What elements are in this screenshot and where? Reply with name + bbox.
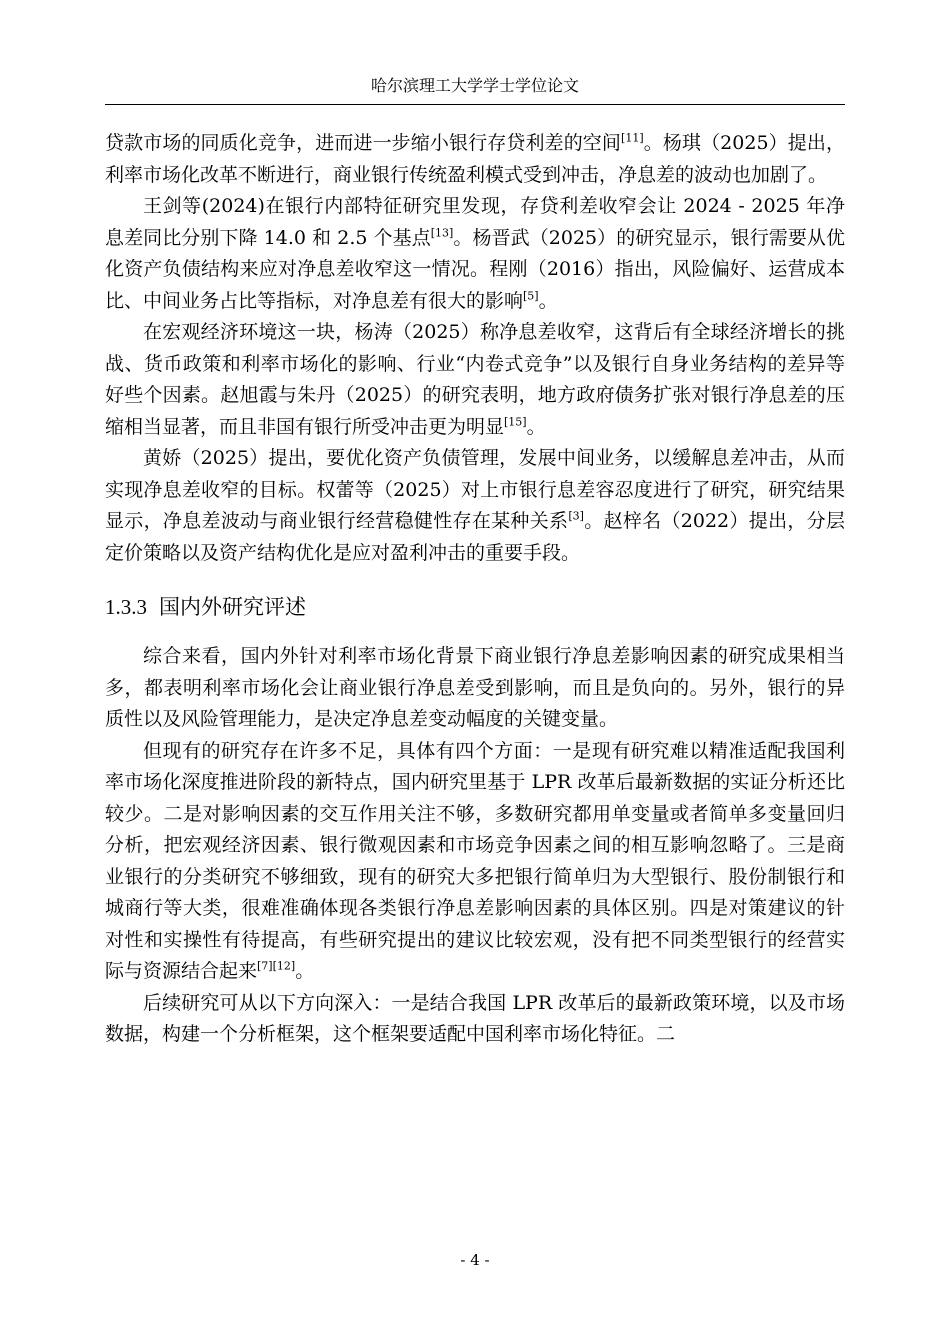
paragraph-5: 综合来看，国内外针对利率市场化背景下商业银行净息差影响因素的研究成果相当多，都表明利率市场化会让商业银行净息差受到影响，而且是负向的。另外，银行的异质性以及风险管理能力，是决定净息差变动幅度的关键变量。 [105, 645, 845, 730]
page-number: - 4 - [460, 1251, 490, 1269]
paragraph-1: 贷款市场的同质化竞争，进而进一步缩小银行存贷利差的空间[11]。杨琪（2025）提出，利率市场化改革不断进行，商业银行传统盈利模式受到冲击，净息差的波动也加剧了。 [105, 131, 845, 186]
paragraph-3: 在宏观经济环境这一块，杨涛（2025）称净息差收窄，这背后有全球经济增长的挑战、货币政策和利率市场化的影响、行业“内卷式竞争”以及银行自身业务结构的差异等好些个因素。赵旭霞与朱丹（2025）的研究表明，地方政府债务扩张对银行净息差的压缩相当显著，而且非国有银行所受冲击更为明显[15]。 [105, 321, 845, 438]
page-body [105, 128, 845, 1051]
paragraph-6: 但现有的研究存在许多不足，具体有四个方面：一是现有研究难以精准适配我国利率市场化深度推进阶段的新特点，国内研究里基于 LPR 改革后最新数据的实证分析还比较少。二是对影响因素的交互作用关注不够，多数研究都用单变量或者简单多变量回归分析，把宏观经济因素、银行微观因素和市场竞争因素之间的相互影响忽略了。三是商业银行的分类研究不够细致，现有的研究大多把银行简单归为大型银行、股份制银行和城商行等大类，很难准确体现各类银行净息差影响因素的具体区别。四是对策建议的针对性和实操性有待提高，有些研究提出的建议比较宏观，没有把不同类型银行的经营实际与资源结合起来[7][12]。 [105, 739, 845, 982]
citation: [15] [504, 415, 527, 429]
citation: [11] [621, 131, 644, 145]
section-heading [105, 591, 845, 623]
running-header-title: 哈尔滨理工大学学士学位论文 [370, 76, 579, 95]
section-number: 1.3.3 [105, 595, 147, 619]
paragraph-2: 王剑等(2024)在银行内部特征研究里发现，存贷利差收窄会让 2024 - 2025 年净息差同比分别下降 14.0 和 2.5 个基点[13]。杨晋武（2025）的研究显示，银行需要从优化资产负债结构来应对净息差收窄这一情况。程刚（2016）指出，风险偏好、运营成本比、中间业务占比等指标，对净息差有很大的影响[5]。 [105, 195, 845, 312]
citation: [7][12] [257, 959, 296, 973]
citation: [13] [430, 226, 454, 240]
citation: [5] [523, 289, 539, 303]
paragraph-4: 黄娇（2025）提出，要优化资产负债管理，发展中间业务，以缓解息差冲击，从而实现净息差收窄的目标。权蕾等（2025）对上市银行息差容忍度进行了研究，研究结果显示，净息差波动与商业银行经营稳健性存在某种关系[3]。赵梓名（2022）提出，分层定价策略以及资产结构优化是应对盈利冲击的重要手段。 [105, 447, 845, 564]
paragraph-7: 后续研究可从以下方向深入：一是结合我国 LPR 改革后的最新政策环境，以及市场数据，构建一个分析框架，这个框架要适配中国利率市场化特征。二 [105, 991, 845, 1045]
section-title: 国内外研究评述 [159, 595, 306, 619]
running-header [105, 72, 845, 105]
citation: [3] [568, 509, 584, 523]
